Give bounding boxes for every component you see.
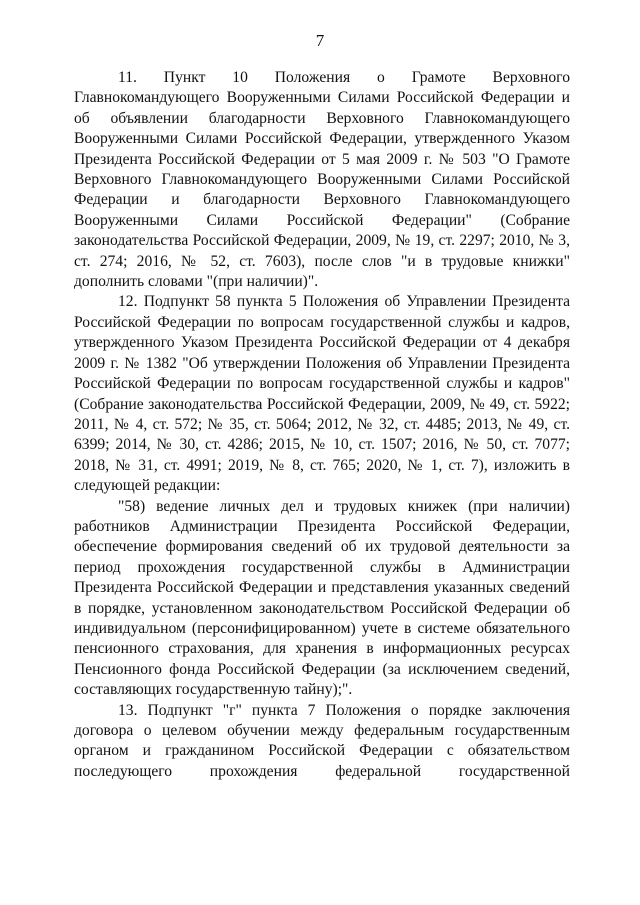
paragraph-13: 13. Подпункт "г" пункта 7 Положения о порядке заключения договора о целевом обучении между федеральным государственным органом и гражданином Российской Федерации с обязательством последующего прохождения федеральной государственной	[74, 701, 570, 780]
paragraph-11: 11. Пункт 10 Положения о Грамоте Верховного Главнокомандующего Вооруженными Силами Российской Федерации и об объявлении благодарности Верховного Главнокомандующего Вооруженными Силами Российской Федерации, утвержденного Указом Президента Российской Федерации от 5 мая 2009 г. № 503 "О Грамоте Верховного Главнокомандующего Вооруженными Силами Российской Федерации и благодарности Верховного Главнокомандующего Вооруженными Силами Российской Федерации" (Собрание законодательства Российской Федерации, 2009, № 19, ст. 2297; 2010, № 3, ст. 274; 2016, № 52, ст. 7603), после слов "и в трудовые книжки" дополнить словами "(при наличии)".	[74, 69, 570, 291]
page-number: 7	[315, 31, 325, 50]
paragraph-12: 12. Подпункт 58 пункта 5 Положения об Управлении Президента Российской Федерации по вопросам государственной службы и кадров, утвержденного Указом Президента Российской Федерации от 4 декабря 2009 г. № 1382 "Об утверждении Положения об Управлении Президента Российской Федерации по вопросам государственной службы и кадров" (Собрание законодательства Российской Федерации, 2009, № 49, ст. 5922; 2011, № 4, ст. 572; № 35, ст. 5064; 2012, № 32, ст. 4485; 2013, № 49, ст. 6399; 2014, № 30, ст. 4286; 2015, № 10, ст. 1507; 2016, № 50, ст. 7077; 2018, № 31, ст. 4991; 2019, № 8, ст. 765; 2020, № 1, ст. 7), изложить в следующей редакции:	[74, 293, 570, 495]
document-body	[74, 68, 570, 782]
paragraph-12-quote: "58) ведение личных дел и трудовых книжек (при наличии) работников Администрации Президента Российской Федерации, обеспечение формирования сведений об их трудовой деятельности за период прохождения государственной службы в Администрации Президента Российской Федерации и представления указанных сведений в порядке, установленном законодательством Российской Федерации об индивидуальном (персонифицированном) учете в системе обязательного пенсионного страхования, для хранения в информационных ресурсах Пенсионного фонда Российской Федерации (за исключением сведений, составляющих государственную тайну);".	[74, 497, 570, 699]
